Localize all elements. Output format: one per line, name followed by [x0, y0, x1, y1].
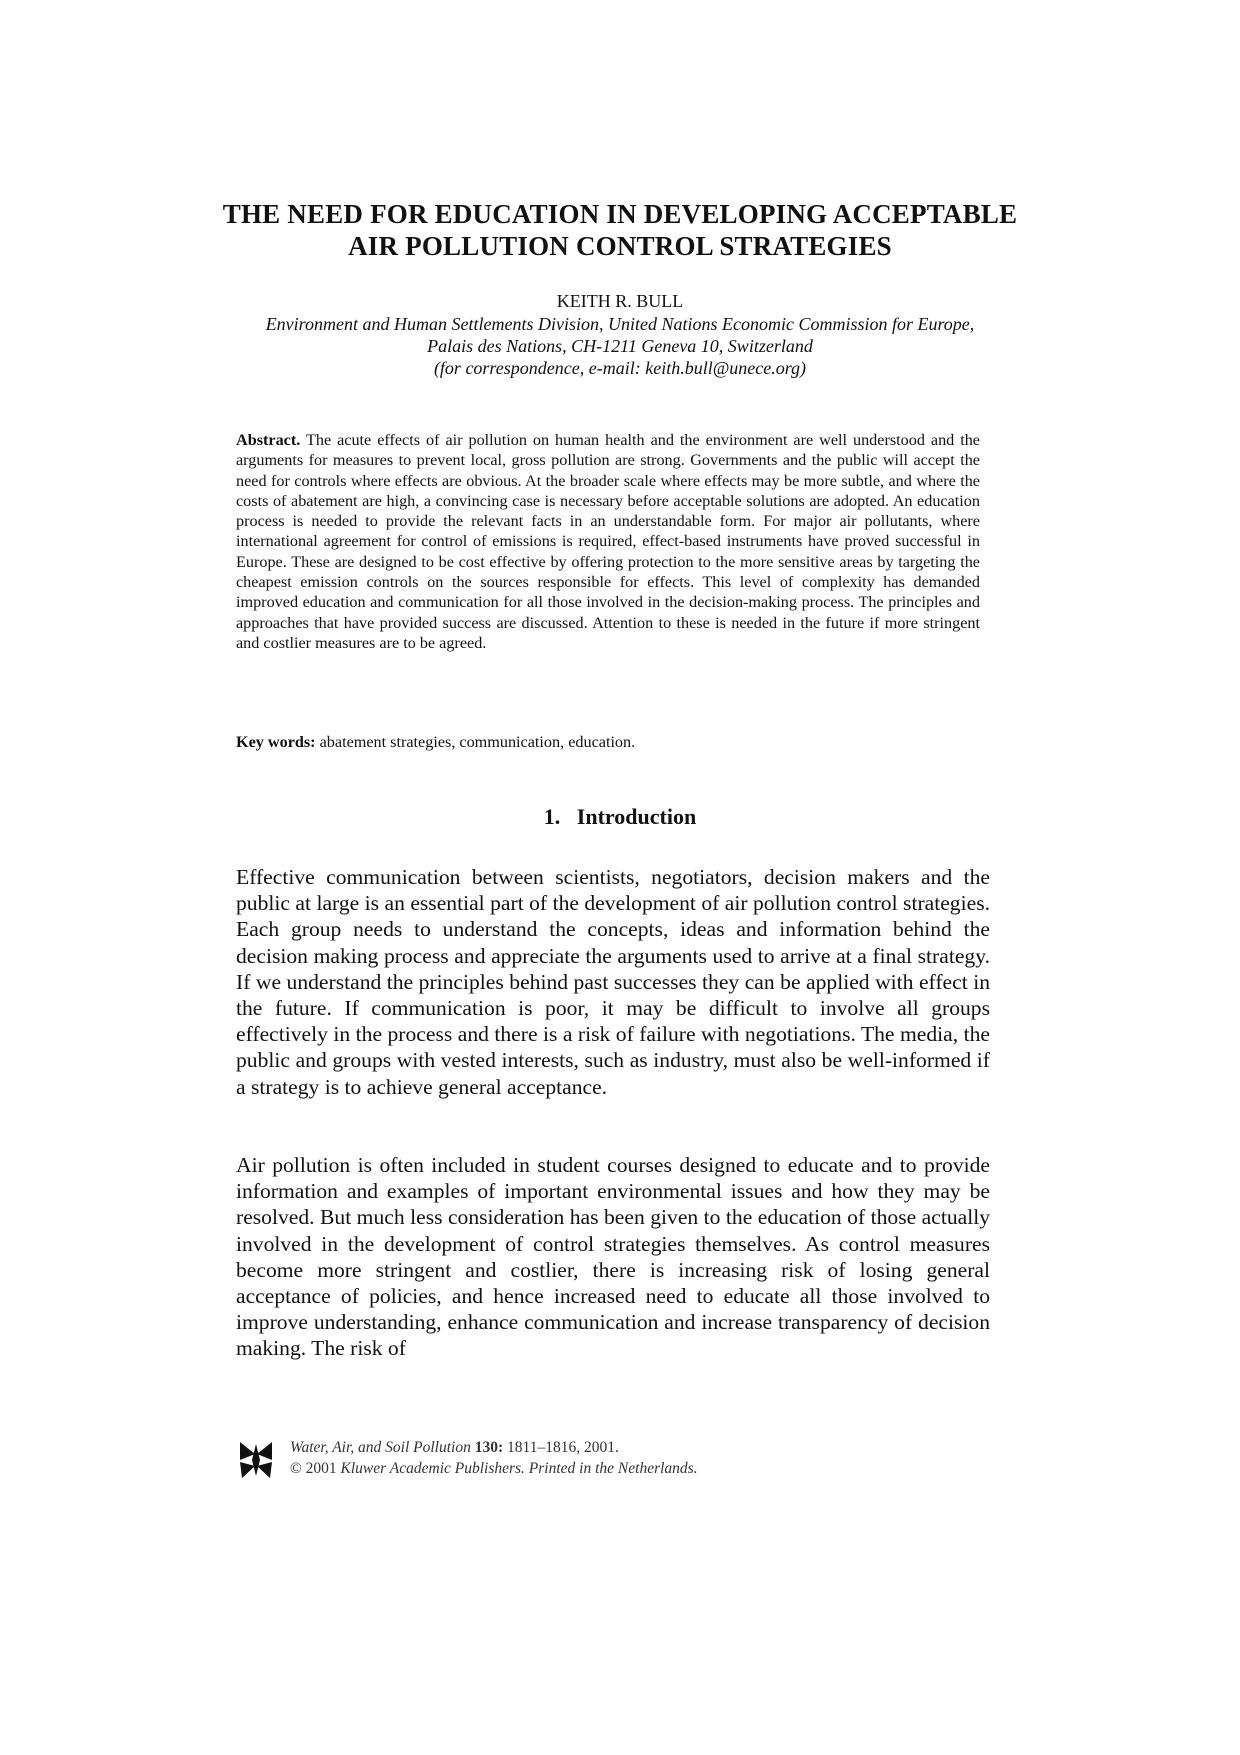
keywords [236, 732, 980, 752]
journal-volume: 130: [474, 1439, 504, 1456]
publisher-name: Kluwer Academic Publishers. Printed in the Netherlands. [340, 1460, 698, 1477]
section-title: Introduction [576, 804, 697, 829]
copyright-line [290, 1458, 698, 1479]
paper-title [200, 198, 1040, 262]
keywords-text: abatement strategies, communication, education. [319, 733, 636, 751]
abstract-text: The acute effects of air pollution on human health and the environment are well understood and the arguments for measures to prevent local, gross pollution are strong. Governments and the public will accept the need for controls where effects are obvious. At the broader scale where effects may be more subtle, and where the costs of abatement are high, a convincing case is necessary before acceptable solutions are adopted. An education process is needed to provide the relevant facts in an understandable form. For major air pollutants, where international agreement for control of emissions is required, effect-based instruments have proved successful in Europe. These are designed to be cost effective by offering protection to the more sensitive areas by targeting the cheapest emission controls on the sources responsible for effects. This level of complexity has demanded improved education and communication for all those involved in the decision-making process. The principles and approaches that have provided success are discussed. Attention to these is needed in the future if more stringent and costlier measures are to be agreed. [236, 431, 980, 652]
author-affiliation [200, 313, 1040, 379]
body-paragraph-1: Effective communication between scientists, negotiators, decision makers and the public at large is an essential part of the development of air pollution control strategies. Each group needs to understand the concepts, ideas and information behind the decision making process and appreciate the arguments used to arrive at a final strategy. If we understand the principles behind past successes they can be applied with effect in the future. If communication is poor, it may be difficult to involve all groups effectively in the process and there is a risk of failure with negotiations. The media, the public and groups with vested interests, such as industry, must also be well-informed if a strategy is to achieve general acceptance. [236, 865, 990, 1099]
affiliation-line-2: Palais des Nations, CH-1211 Geneva 10, Switzerland [427, 336, 813, 356]
keywords-label: Key words: [236, 733, 316, 751]
affiliation-line-3: (for correspondence, e-mail: keith.bull@unece.org) [433, 358, 807, 378]
title-line-2: AIR POLLUTION CONTROL STRATEGIES [348, 231, 892, 261]
journal-name: Water, Air, and Soil Pollution [290, 1439, 471, 1456]
copyright-year: © 2001 [290, 1460, 337, 1477]
citation-footer [290, 1437, 698, 1479]
affiliation-line-1: Environment and Human Settlements Division, United Nations Economic Commission for Europe, [265, 314, 975, 334]
abstract [236, 430, 980, 653]
author-name: KEITH R. BULL [556, 291, 684, 311]
publisher-logo-icon [238, 1440, 274, 1480]
section-heading [200, 804, 1040, 830]
journal-pages: 1811–1816, 2001. [507, 1439, 619, 1456]
citation-line [290, 1437, 698, 1458]
title-line-1: THE NEED FOR EDUCATION IN DEVELOPING ACCEPTABLE [222, 199, 1018, 229]
abstract-label: Abstract. [236, 431, 301, 449]
body-paragraph-2: Air pollution is often included in student courses designed to educate and to provide information and examples of important environmental issues and how they may be resolved. But much less consideration has been given to the education of those actually involved in the development of control strategies themselves. As control measures become more stringent and costlier, there is increasing risk of losing general acceptance of policies, and hence increased need to educate all those involved to improve understanding, enhance communication and increase transparency of decision making. The risk of [236, 1153, 990, 1361]
section-number: 1. [543, 804, 561, 829]
